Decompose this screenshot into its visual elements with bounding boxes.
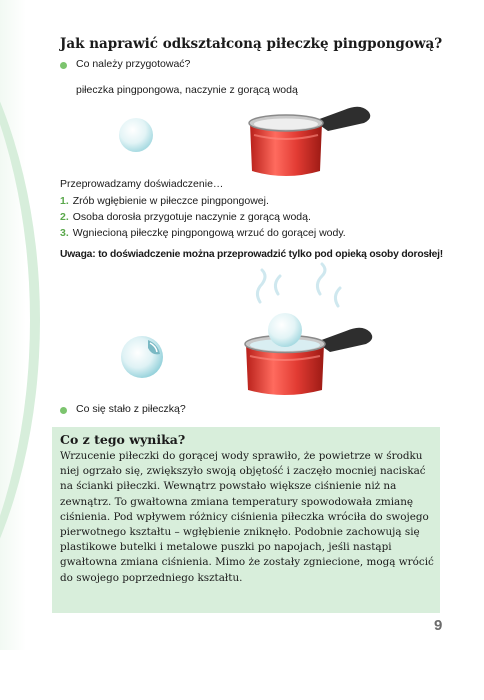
result-box	[52, 427, 440, 613]
prepare-question: Co należy przygotować?	[76, 58, 191, 70]
pingpong-ball-image	[118, 117, 154, 153]
step-text: Wgniecioną piłeczkę pingpongową wrzuć do gorącej wody.	[72, 227, 346, 239]
prepare-items: piłeczka pingpongowa, naczynie z gorącą wodą	[76, 84, 298, 96]
step-text: Osoba dorosła przygotuje naczynie z gorącą wodą.	[72, 211, 311, 223]
experiment-intro: Przeprowadzamy doświadczenie…	[60, 178, 224, 190]
warning-text: Uwaga: to doświadczenie można przeprowadzić tylko pod opieką osoby dorosłej!	[60, 249, 444, 260]
dented-ball-image	[120, 334, 166, 380]
step-number: 2.	[60, 211, 69, 223]
step-text: Zrób wgłębienie w piłeczce pingpongowej.	[72, 195, 269, 207]
result-title: Co z tego wynika?	[60, 432, 186, 447]
page-number: 9	[434, 617, 443, 634]
step-item	[60, 195, 346, 211]
pot-image	[248, 105, 378, 185]
steps-list	[60, 195, 346, 243]
steam-icon	[257, 264, 340, 306]
bullet-icon	[60, 62, 67, 69]
step-item	[60, 227, 346, 243]
page-title: Jak naprawić odkształconą piłeczkę pingpongową?	[60, 36, 443, 52]
bullet-icon	[60, 407, 67, 414]
pot-with-ball-image	[238, 272, 378, 400]
step-number: 1.	[60, 195, 69, 207]
question-2: Co się stało z piłeczką?	[76, 403, 186, 415]
result-body: Wrzucenie piłeczki do gorącej wody sprawiło, że powietrze w środku niej ogrzało się, zwiększyło swoją objętość i zaczęło mocniej naciskać na ścianki piłeczki. Wewnątrz powstało większe ciśnienie niż na zewnątrz. To gwałtowna zmiana temperatury spowodowała zmianę ciśnienia. Pod wpływem różnicy ciśnienia piłeczka wróciła do swojego pierwotnego kształtu – wgłębienie zniknęło. Podobnie zachowują się plastikowe butelki i metalowe puszki po napojach, jeśli nastąpi gwałtowna zmiana ciśnienia. Mimo że zostały zgniecione, mogą wrócić do swojego poprzedniego kształtu.	[60, 450, 434, 584]
step-item	[60, 211, 346, 227]
step-number: 3.	[60, 227, 69, 239]
